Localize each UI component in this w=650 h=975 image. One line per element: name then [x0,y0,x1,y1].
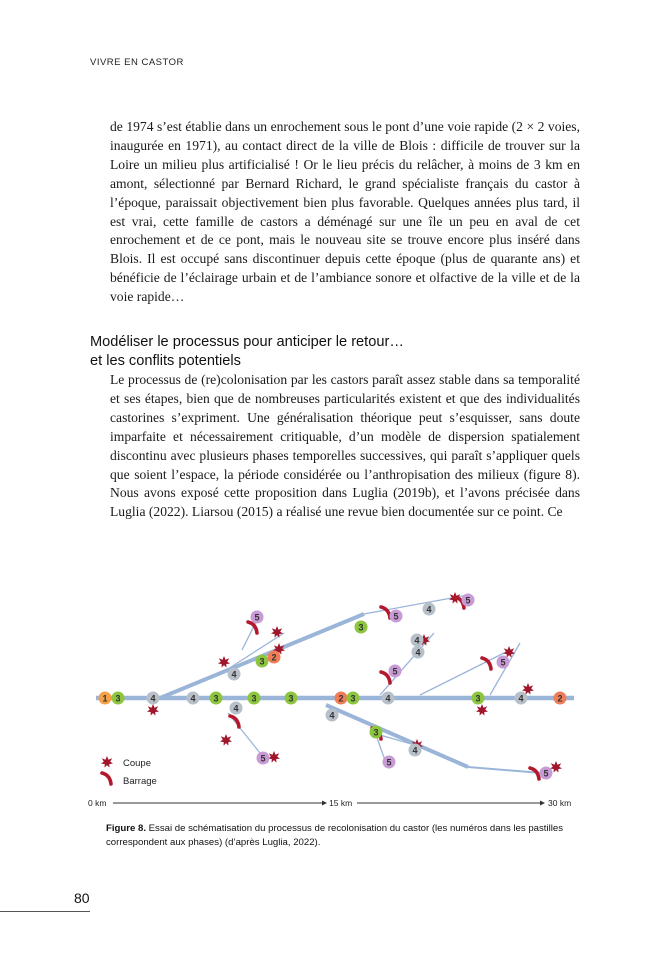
phase-marker [497,656,510,669]
marker-label: 4 [150,693,156,704]
marker-label: 4 [329,710,335,721]
phase-marker [412,646,425,659]
phase-marker [335,692,348,705]
marker-label: 4 [412,745,418,756]
marker-label: 3 [115,693,121,704]
phase-marker [99,692,112,705]
phase-markers [99,594,567,780]
phase-marker [462,594,475,607]
marker-label: 4 [415,647,421,658]
marker-label: 3 [475,693,481,704]
scale-bar [88,798,571,808]
phase-marker [409,744,422,757]
phase-marker [210,692,223,705]
marker-label: 4 [426,604,432,615]
phase-marker [389,665,402,678]
footer-rule [0,911,90,912]
marker-label: 5 [465,595,471,606]
marker-label: 4 [233,703,239,714]
river-network [96,595,574,773]
coupe-icon [101,756,113,768]
phase-marker [285,692,298,705]
marker-label: 3 [213,693,219,704]
body-paragraph-1: de 1974 s’est établie dans un enrochement sous le pont d’une voie rapide (2 × 2 voies, inaugurée en 1971), au contact direct de la ville de Blois : difficile de trouver sur la Loire un milieu plus artificialisé ! Or le lieu précis du relâcher, à moins de 3 km en amont, sélectionné par Bernard Richard, le grand spécialiste français du castor à l’époque, paraissait objectivement bien plus favorable. Quelques années plus tard, il est vrai, cette famille de castors a déménagé sur une île un peu en aval de cet enrochement et de ce pont, mais le nouveau site se trouve encore plus inséré dans Blois. Il est occupé sans discontinuer depuis cette époque (plus de quarante ans) et bénéficie de l’éclairage urbain et de l’ambiance sonore et olfactive de la ville et de la voie rapide… [110,119,580,305]
scale-start-label: 0 km [88,798,107,808]
phase-marker [383,756,396,769]
phase-marker [347,692,360,705]
barrage-icon [102,773,111,784]
phase-marker [256,655,269,668]
phase-marker [147,692,160,705]
section-heading [90,333,570,371]
legend-barrage-label: Barrage [123,776,157,787]
phase-marker [251,611,264,624]
section-heading-line-1: Modéliser le processus pour anticiper le retour… [90,334,404,350]
phase-marker [230,702,243,715]
figure-caption-text: Essai de schématisation du processus de recolonisation du castor (les numéros dans les pastilles correspondent aux phases) (d’après Luglia, 2022). [106,823,563,848]
marker-label: 2 [271,652,277,663]
scale-end-label: 30 km [548,798,572,808]
phase-marker [112,692,125,705]
phase-marker [382,692,395,705]
phase-marker [326,709,339,722]
phase-marker [390,610,403,623]
marker-label: 5 [500,657,506,668]
marker-label: 4 [190,693,196,704]
marker-label: 4 [231,669,237,680]
phase-marker [472,692,485,705]
phase-marker [515,692,528,705]
marker-label: 3 [373,727,379,738]
phase-marker [554,692,567,705]
legend-coupe-label: Coupe [123,758,151,769]
figure-caption [106,822,580,850]
phase-marker [540,767,553,780]
marker-label: 4 [385,693,391,704]
phase-marker [228,668,241,681]
phase-marker [423,603,436,616]
phase-marker [411,634,424,647]
phase-marker [257,752,270,765]
phase-marker [370,726,383,739]
marker-label: 5 [260,753,266,764]
marker-label: 4 [518,693,524,704]
marker-label: 3 [358,622,364,633]
figure-caption-label: Figure 8. [106,823,146,834]
section-heading-line-2: et les conflits potentiels [90,353,241,369]
marker-label: 5 [543,768,549,779]
marker-label: 2 [557,693,563,704]
running-head: VIVRE EN CASTOR [90,57,184,68]
figure-8-diagram [80,585,580,815]
marker-label: 5 [254,612,260,623]
body-paragraph-2: Le processus de (re)colonisation par les castors paraît assez stable dans sa temporalité et ses étapes, bien que de nombreuses particularités existent et que des individualités castorines s’expriment. Une généralisation théorique peut s’esquisser, sans doute imparfaite et nécessairement critiquable, d’un modèle de dispersion spatialement discontinu avec plusieurs phases temporelles successives, qui paraît s’appliquer quels que soient l’espace, la période considérée ou l’anthropisation des milieux (figure 8). Nous avons exposé cette proposition dans Luglia (2019b), et l’avons précisée dans Luglia (2022). Liarsou (2015) a réalisé une revue bien documentée sur ce point. Ce [110,372,580,520]
marker-label: 3 [259,656,265,667]
phase-marker [248,692,261,705]
page-number: 80 [74,890,90,906]
marker-label: 4 [414,635,420,646]
marker-label: 5 [386,757,392,768]
marker-label: 5 [393,611,399,622]
scale-mid-label: 15 km [329,798,353,808]
phase-marker [355,621,368,634]
phase-marker [268,651,281,664]
marker-label: 2 [338,693,344,704]
phase-marker [187,692,200,705]
marker-label: 3 [251,693,257,704]
marker-label: 5 [392,666,398,677]
marker-label: 3 [288,693,294,704]
marker-label: 1 [102,693,108,704]
figure-legend [101,756,157,787]
marker-label: 3 [350,693,356,704]
